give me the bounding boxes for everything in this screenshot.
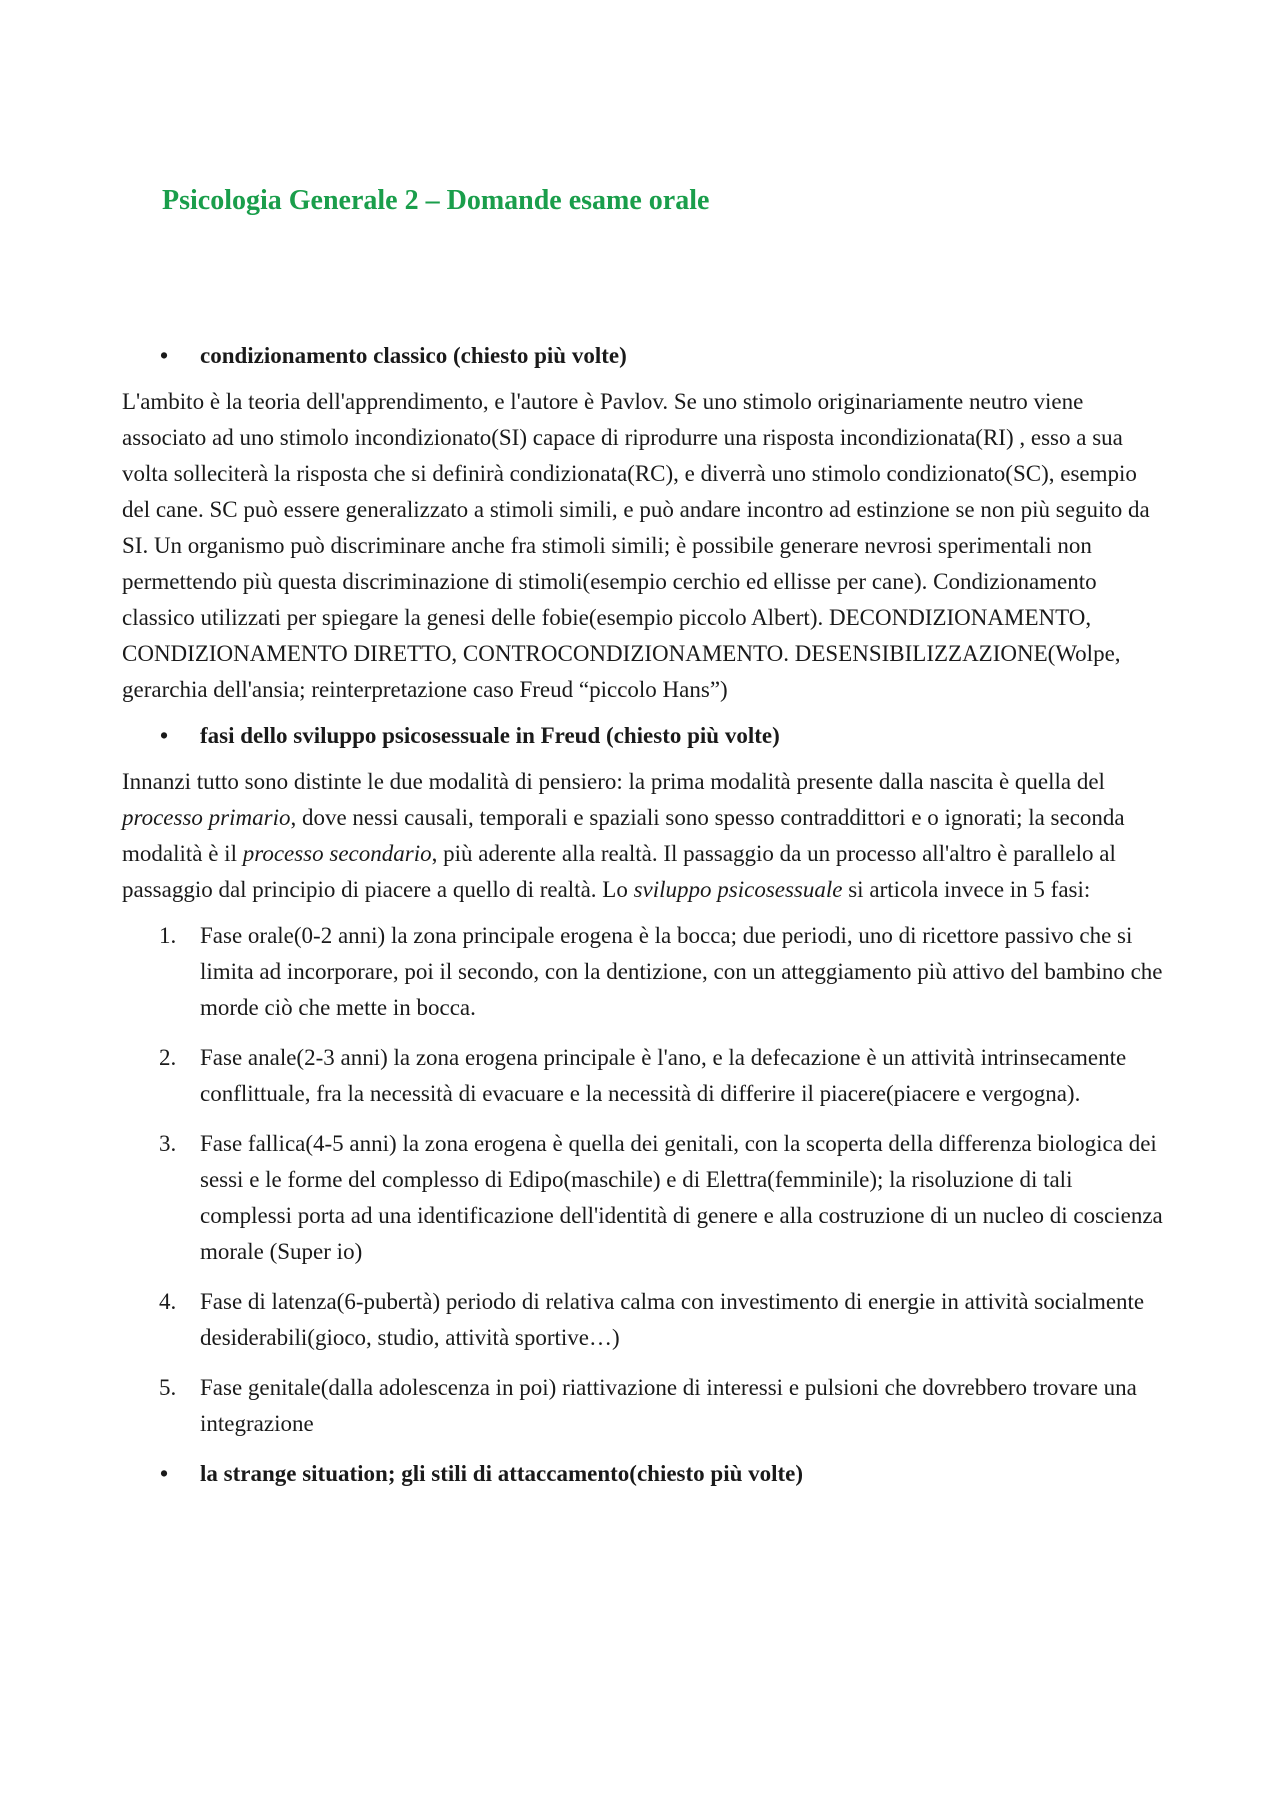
bullet-icon: • xyxy=(160,343,169,368)
intro-italic-secondary-process: processo secondario xyxy=(242,841,432,866)
question-text: fasi dello sviluppo psicosessuale in Freud (chiesto più volte) xyxy=(200,723,780,748)
question-heading-classical-conditioning xyxy=(122,338,1168,374)
list-number: 5. xyxy=(159,1375,177,1400)
phases-list xyxy=(122,918,1168,1442)
list-number: 4. xyxy=(159,1289,177,1314)
intro-text-1: Innanzi tutto sono distinte le due modalità di pensiero: la prima modalità presente dalla nascita è quella del xyxy=(122,769,1105,794)
list-item-phase-4 xyxy=(122,1284,1168,1356)
intro-text-2: , dove nessi causali, temporali e spaziali sono spesso contraddittori e o ignorati; la seconda modalità è il xyxy=(122,805,1125,866)
question-text: condizionamento classico (chiesto più volte) xyxy=(200,343,627,368)
intro-italic-psychosexual-development: sviluppo psicosessuale xyxy=(633,877,843,902)
list-number: 3. xyxy=(159,1131,177,1156)
list-item-phase-3 xyxy=(122,1126,1168,1270)
answer-paragraph-psychosexual-intro xyxy=(122,764,1168,908)
list-item-phase-5 xyxy=(122,1370,1168,1442)
question-heading-psychosexual-stages xyxy=(122,718,1168,754)
intro-text-3: , più aderente alla realtà. Il passaggio da un processo all'altro è parallelo al passaggio dal principio di piacere a quello di realtà. Lo xyxy=(122,841,1116,902)
list-item-phase-1 xyxy=(122,918,1168,1026)
question-text: la strange situation; gli stili di attaccamento(chiesto più volte) xyxy=(200,1461,804,1486)
bullet-icon: • xyxy=(160,723,169,748)
list-item-text: Fase anale(2-3 anni) la zona erogena principale è l'ano, e la defecazione è un attività intrinsecamente conflittuale, fra la necessità di evacuare e la necessità di differire il piacere(piacere e vergogna). xyxy=(200,1045,1127,1106)
list-number: 1. xyxy=(159,923,177,948)
question-heading-strange-situation xyxy=(122,1456,1168,1492)
bullet-icon: • xyxy=(160,1461,169,1486)
list-item-text: Fase di latenza(6-pubertà) periodo di relativa calma con investimento di energie in attività socialmente desiderabili(gioco, studio, attività sportive…) xyxy=(200,1289,1145,1350)
list-item-text: Fase fallica(4-5 anni) la zona erogena è quella dei genitali, con la scoperta della differenza biologica dei sessi e le forme del complesso di Edipo(maschile) e di Elettra(femminile); la risoluzione di tali complessi porta ad una identificazione dell'identità di genere e alla costruzione di un nucleo di coscienza morale (Super io) xyxy=(200,1131,1163,1264)
list-item-text: Fase orale(0-2 anni) la zona principale erogena è la bocca; due periodi, uno di ricettore passivo che si limita ad incorporare, poi il secondo, con la dentizione, con un atteggiamento più attivo del bambino che morde ciò che mette in bocca. xyxy=(200,923,1163,1020)
answer-paragraph-classical-conditioning: L'ambito è la teoria dell'apprendimento, e l'autore è Pavlov. Se uno stimolo originariamente neutro viene associato ad uno stimolo incondizionato(SI) capace di riprodurre una risposta incondizionata(RI) , esso a sua volta solleciterà la risposta che si definirà condizionata(RC), e diverrà uno stimolo condizionato(SC), esempio del cane. SC può essere generalizzato a stimoli simili, e può andare incontro ad estinzione se non più seguito da SI. Un organismo può discriminare anche fra stimoli simili; è possibile generare nevrosi sperimentali non permettendo più questa discriminazione di stimoli(esempio cerchio ed ellisse per cane). Condizionamento classico utilizzati per spiegare la genesi delle fobie(esempio piccolo Albert). DECONDIZIONAMENTO, CONDIZIONAMENTO DIRETTO, CONTROCONDIZIONAMENTO. DESENSIBILIZZAZIONE(Wolpe, gerarchia dell'ansia; reinterpretazione caso Freud “piccolo Hans”) xyxy=(122,389,1150,702)
list-number: 2. xyxy=(159,1045,177,1070)
document-body xyxy=(122,338,1168,1502)
intro-text-4: si articola invece in 5 fasi: xyxy=(842,877,1091,902)
intro-italic-primary-process: processo primario xyxy=(122,805,291,830)
list-item-text: Fase genitale(dalla adolescenza in poi) riattivazione di interessi e pulsioni che dovrebbero trovare una integrazione xyxy=(200,1375,1137,1436)
page-title: Psicologia Generale 2 – Domande esame orale xyxy=(162,185,710,216)
list-item-phase-2 xyxy=(122,1040,1168,1112)
